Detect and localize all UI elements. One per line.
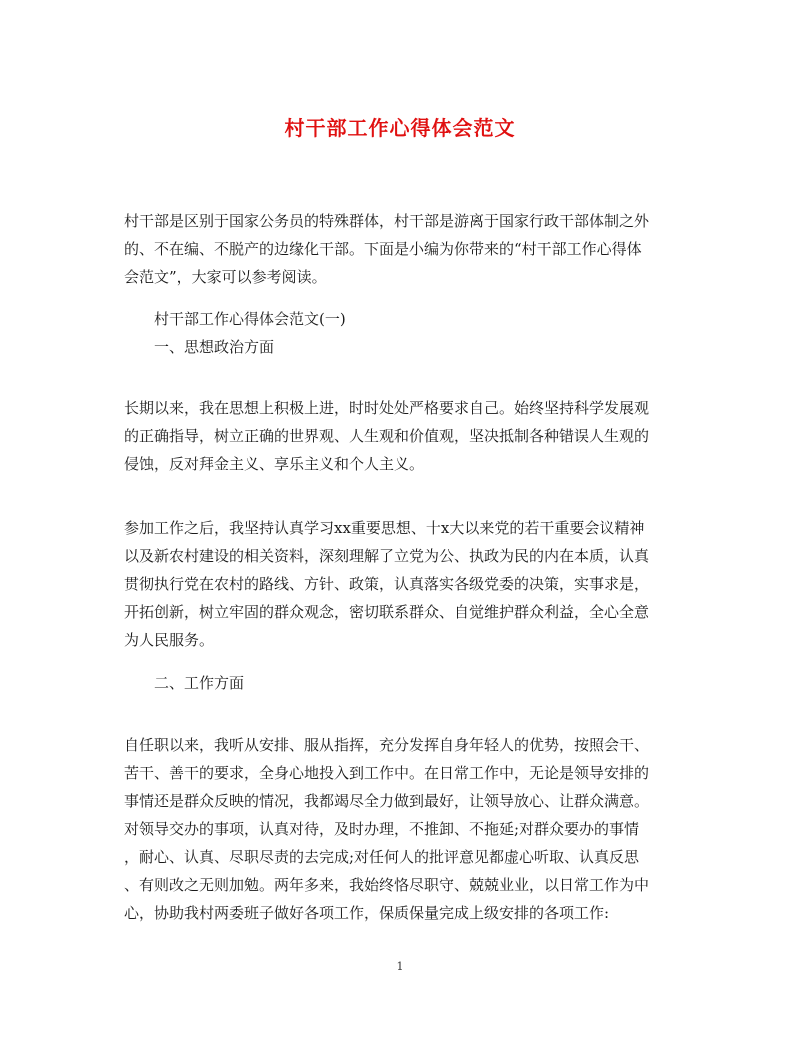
paragraph-line: 苦干、善干的要求，全身心地投入到工作中。在日常工作中，无论是领导安排的 xyxy=(124,764,650,782)
paragraph-3 xyxy=(124,731,684,927)
paragraph-line: 参加工作之后，我坚持认真学习xx重要思想、十x大以来党的若干重要会议精神 xyxy=(124,519,645,537)
section-heading-2: 二、工作方面 xyxy=(154,674,245,692)
page-number: 1 xyxy=(396,960,404,973)
paragraph-line: 对领导交办的事项，认真对待，及时办理，不推卸、不拖延;对群众要办的事情 xyxy=(124,820,640,838)
subtitle-heading: 村干部工作心得体会范文(一) xyxy=(154,310,346,328)
paragraph-line: ，耐心、认真、尽职尽责的去完成;对任何人的批评意见都虚心听取、认真反思 xyxy=(124,848,640,866)
paragraph-line: 长期以来，我在思想上积极上进，时时处处严格要求自己。始终坚持科学发展观 xyxy=(124,399,650,417)
paragraph-1 xyxy=(124,394,684,478)
intro-paragraph xyxy=(124,207,684,291)
paragraph-line: 、有则改之无则加勉。两年多来，我始终恪尽职守、兢兢业业，以日常工作为中 xyxy=(124,876,650,894)
section-heading-1: 一、思想政治方面 xyxy=(154,338,275,356)
intro-line: 会范文”，大家可以参考阅读。 xyxy=(124,268,327,286)
paragraph-line: 心，协助我村两委班子做好各项工作，保质保量完成上级安排的各项工作: xyxy=(124,904,610,922)
intro-line: 村干部是区别于国家公务员的特殊群体，村干部是游离于国家行政干部体制之外 xyxy=(124,212,650,230)
paragraph-line: 开拓创新，树立牢固的群众观念，密切联系群众、自觉维护群众利益，全心全意 xyxy=(124,603,650,621)
paragraph-line: 事情还是群众反映的情况，我都竭尽全力做到最好，让领导放心、让群众满意。 xyxy=(124,792,650,810)
paragraph-2 xyxy=(124,514,684,654)
paragraph-line: 以及新农村建设的相关资料，深刻理解了立党为公、执政为民的内在本质，认真 xyxy=(124,547,650,565)
intro-line: 的、不在编、不脱产的边缘化干部。下面是小编为你带来的“村干部工作心得体 xyxy=(124,240,642,258)
paragraph-line: 自任职以来，我听从安排、服从指挥，充分发挥自身年轻人的优势，按照会干、 xyxy=(124,736,650,754)
paragraph-line: 侵蚀，反对拜金主义、享乐主义和个人主义。 xyxy=(124,455,425,473)
paragraph-line: 为人民服务。 xyxy=(124,631,215,649)
paragraph-line: 的正确指导，树立正确的世界观、人生观和价值观，坚决抵制各种错误人生观的 xyxy=(124,427,650,445)
document-title: 村干部工作心得体会范文 xyxy=(284,116,516,140)
paragraph-line: 贯彻执行党在农村的路线、方针、政策，认真落实各级党委的决策，实事求是， xyxy=(124,575,650,593)
